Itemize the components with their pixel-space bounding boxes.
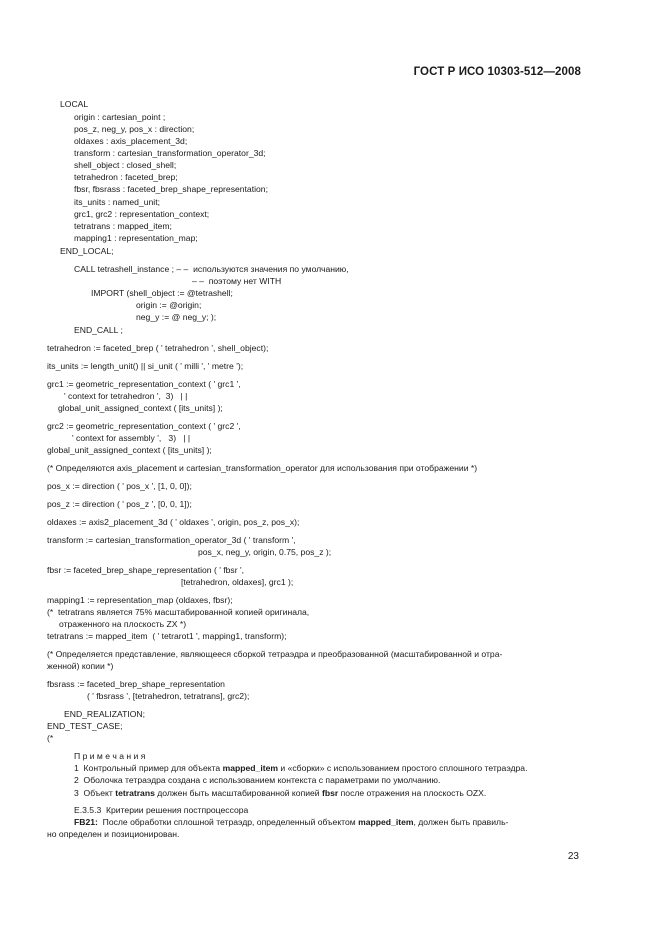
code-line: mapping1 : representation_map;	[74, 233, 198, 243]
note-item-1	[74, 763, 527, 774]
code-line: grc2 := geometric_representation_context ( ' grc2 ',	[47, 421, 241, 431]
criteria-bold-term: mapped_item	[358, 817, 414, 827]
note-3-bold-term: tetratrans	[115, 788, 155, 798]
code-line: fbsr := faceted_brep_shape_representation ( ' fbsr ',	[47, 565, 244, 575]
code-line: IMPORT (shell_object := @tetrashell;	[91, 288, 233, 298]
note-3-text-start: 3 Объект	[74, 788, 116, 798]
code-line: (*	[47, 733, 54, 743]
code-line: global_unit_assigned_context ( [its_units] );	[47, 445, 212, 455]
code-line: grc1 := geometric_representation_context ( ' grc1 ',	[47, 379, 241, 389]
note-1-text-start: 1 Контрольный пример для объекта	[74, 763, 223, 773]
criteria-line-2: но определен и позиционирован.	[47, 829, 180, 839]
code-line: fbsr, fbsrass : faceted_brep_shape_representation;	[74, 184, 268, 194]
code-line: neg_y := @ neg_y; );	[136, 312, 217, 322]
page-number: 23	[567, 851, 579, 862]
criteria-text-start: После обработки сплошной тетраэдр, определенный объектом	[97, 817, 359, 827]
code-line: tetratrans := mapped_item ( ' tetrarot1 ', mapping1, transform);	[47, 631, 287, 641]
code-line: global_unit_assigned_context ( [its_units] );	[58, 403, 223, 413]
code-line: origin := @origin;	[136, 300, 202, 310]
code-line: mapping1 := representation_map (oldaxes, fbsr);	[47, 595, 233, 605]
note-item-2	[74, 775, 440, 786]
code-line: ' context for assembly ', 3) | |	[72, 433, 191, 443]
code-line: END_REALIZATION;	[64, 709, 146, 719]
code-line: (* tetratrans является 75% масштабированной копией оригинала,	[47, 607, 310, 617]
code-line: женной) копии *)	[47, 661, 114, 671]
code-line: pos_z, neg_y, pos_x : direction;	[74, 124, 195, 134]
document-code-header: ГОСТ Р ИСО 10303-512—2008	[413, 66, 581, 78]
code-line: pos_x := direction ( ' pos_x ', [1, 0, 0]);	[47, 481, 192, 491]
code-line: END_TEST_CASE;	[47, 721, 123, 731]
code-line: oldaxes := axis2_placement_3d ( ' oldaxes ', origin, pos_z, pos_x);	[47, 517, 300, 527]
code-line: END_LOCAL;	[60, 246, 114, 256]
code-line: origin : cartesian_point ;	[74, 112, 166, 122]
code-line: CALL tetrashell_instance ; – – используются значения по умолчанию,	[74, 264, 349, 274]
note-3-text-end: после отражения на плоскость OZX.	[338, 788, 487, 798]
code-line: tetratrans : mapped_item;	[74, 221, 172, 231]
code-line: transform : cartesian_transformation_operator_3d;	[74, 148, 266, 158]
criteria-heading: Е.3.5.3 Критерии решения постпроцессора	[74, 805, 249, 815]
code-line: LOCAL	[60, 99, 89, 109]
code-line: pos_z := direction ( ' pos_z ', [0, 0, 1]);	[47, 499, 192, 509]
code-line: отраженного на плоскость ZX *)	[59, 619, 187, 629]
note-3-text-mid: должен быть масштабированной копией	[154, 788, 322, 798]
code-line: transform := cartesian_transformation_operator_3d ( ' transform ',	[47, 535, 296, 545]
criteria-label: FB21:	[74, 817, 98, 827]
criteria-text-end: , должен быть правиль-	[413, 817, 509, 827]
criteria-line-1	[74, 817, 508, 828]
note-1-text-end: и «сборки» с использованием простого сплошного тетраэдра.	[278, 763, 528, 773]
code-line: oldaxes : axis_placement_3d;	[74, 136, 188, 146]
note-3-bold-term-2: fbsr	[322, 788, 339, 798]
code-line: ( ' fbsrass ', [tetrahedron, tetratrans], grc2);	[87, 691, 250, 701]
code-line: ' context for tetrahedron ', 3) | |	[64, 391, 188, 401]
note-1-bold-term: mapped_item	[222, 763, 278, 773]
code-line: shell_object : closed_shell;	[74, 160, 177, 170]
code-line: tetrahedron := faceted_brep ( ' tetrahedron ', shell_object);	[47, 343, 269, 353]
notes-title: П р и м е ч а н и я	[74, 751, 146, 761]
code-line: (* Определяется представление, являющееся сборкой тетраэдра и преобразованной (масштабированной и отра-	[47, 649, 503, 659]
note-2-text: 2 Оболочка тетраэдра создана с использованием контекста с параметрами по умолчанию.	[74, 775, 441, 785]
code-line: its_units := length_unit() || si_unit ( ' milli ', ' metre ');	[47, 361, 244, 371]
code-line: END_CALL ;	[74, 325, 123, 335]
code-line: (* Определяются axis_placement и cartesian_transformation_operator для использования при отображении *)	[47, 463, 478, 473]
code-line: [tetrahedron, oldaxes], grc1 );	[181, 577, 294, 587]
code-line: – – поэтому нет WITH	[192, 276, 282, 286]
code-line: its_units : named_unit;	[74, 197, 160, 207]
code-line: fbsrass := faceted_brep_shape_representation	[47, 679, 225, 689]
code-line: pos_x, neg_y, origin, 0.75, pos_z );	[198, 547, 332, 557]
code-line: grc1, grc2 : representation_context;	[74, 209, 210, 219]
note-item-3	[74, 788, 486, 799]
code-line: tetrahedron : faceted_brep;	[74, 172, 178, 182]
